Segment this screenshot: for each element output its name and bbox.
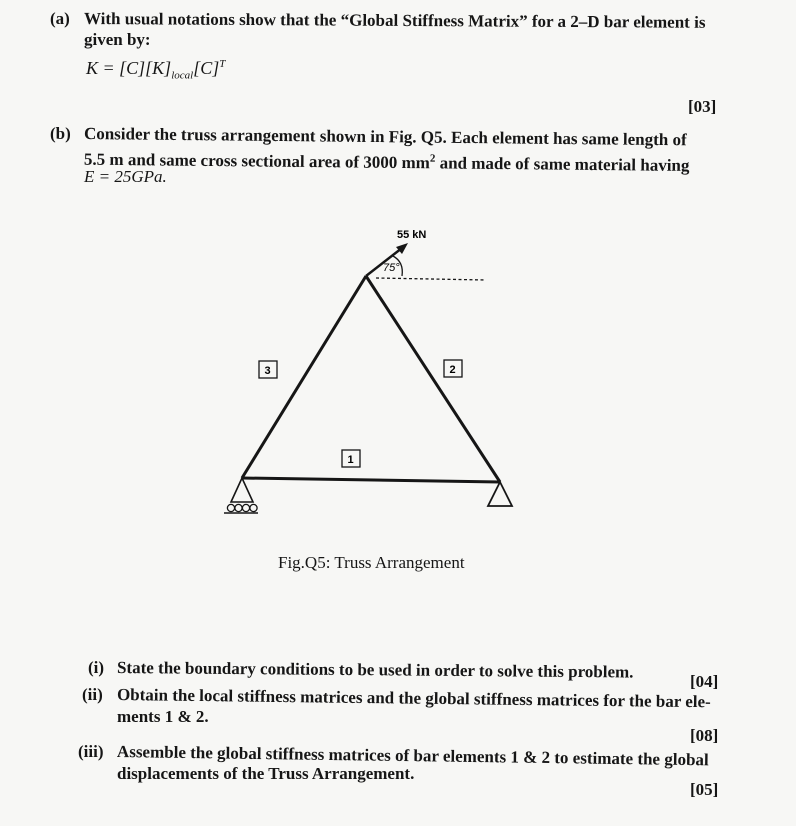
part-b-line2-pre: 5.5 m and same cross sectional area of 3000 mm	[83, 149, 431, 173]
member-1-line	[242, 478, 500, 482]
subq-1-num: (i)	[88, 658, 105, 677]
subq-3-num: (iii)	[78, 742, 104, 761]
subq-3-line1: Assemble the global stiffness matrices of bar elements 1 & 2 to estimate the global	[116, 742, 709, 770]
member-2-line	[366, 276, 500, 482]
roller-wheel-1	[227, 504, 234, 511]
element-2-label: 2	[449, 364, 456, 376]
load-label: 55 kN	[397, 229, 427, 241]
part-b-line2-post: and made of same material having	[435, 153, 690, 175]
figure-caption: Fig.Q5: Truss Arrangement	[278, 553, 465, 572]
part-b-line3: E = 25GPa.	[84, 167, 167, 186]
roller-wheel-3	[242, 504, 249, 511]
subq-2-num: (ii)	[82, 685, 103, 704]
subq-1-marks: [04]	[690, 672, 719, 691]
part-a-line2: given by:	[84, 30, 151, 49]
formula-rhs: [C]	[193, 58, 220, 78]
reference-dotted-line	[376, 278, 486, 280]
formula-sub: local	[171, 69, 194, 82]
right-pin-support	[488, 482, 512, 506]
formula-lhs: K = [C][K]	[86, 58, 172, 78]
part-b-line2-sup: 2	[429, 152, 436, 165]
subq-1-text: State the boundary conditions to be used in order to solve this problem.	[116, 658, 634, 682]
subq-2-line1: Obtain the local stiffness matrices and the global stiffness matrices for the bar ele-	[116, 685, 711, 712]
member-3-line	[242, 276, 366, 478]
subq-3-line2: displacements of the Truss Arrangement.	[117, 764, 415, 783]
subq-2-line2: ments 1 & 2.	[117, 707, 209, 726]
part-b-label: (b)	[50, 124, 71, 143]
roller-wheel-4	[250, 504, 257, 511]
element-1-label: 1	[347, 454, 354, 466]
formula-sup: T	[219, 58, 226, 70]
part-a-label: (a)	[50, 9, 70, 28]
element-3-label: 3	[264, 365, 271, 377]
left-roller-support	[231, 478, 253, 502]
subq-3-marks: [05]	[690, 780, 719, 799]
part-a-marks: [03]	[688, 97, 717, 116]
part-b-line1: Consider the truss arrangement shown in Fig. Q5. Each element has same length of	[83, 124, 687, 150]
roller-wheel-2	[235, 504, 242, 511]
subq-2-marks: [08]	[690, 726, 719, 745]
angle-label: 75°	[383, 262, 400, 274]
part-a-line1: With usual notations show that the “Global Stiffness Matrix” for a 2–D bar element is	[83, 9, 706, 32]
